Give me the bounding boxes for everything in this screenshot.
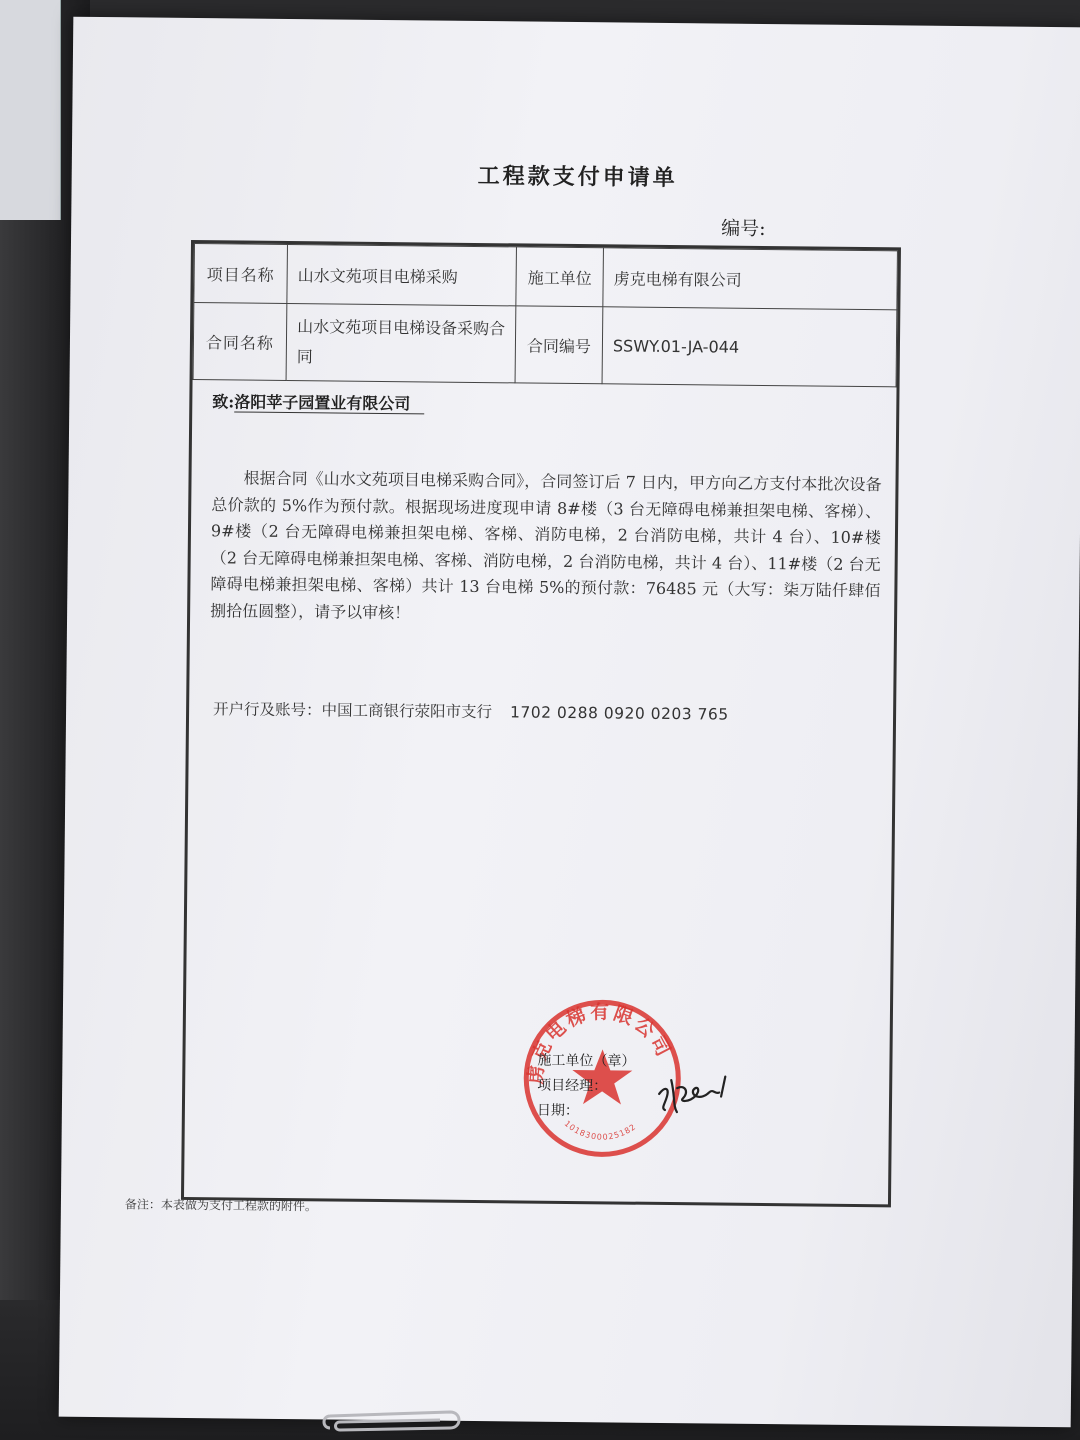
addressee-line	[212, 389, 424, 414]
handwritten-signature-icon	[655, 1066, 746, 1117]
table-row	[194, 244, 898, 310]
form-frame	[181, 240, 901, 1207]
seal-number: 1018300025182	[562, 1118, 638, 1142]
bank-account-line	[213, 697, 729, 724]
contractor-value: 虏克电梯有限公司	[603, 248, 898, 310]
contract-no-value: SSWY.01-JA-044	[602, 307, 897, 387]
underlying-paper	[0, 0, 61, 220]
bank-label: 开户行及账号：中国工商银行荥阳市支行	[213, 700, 493, 722]
table-row	[193, 303, 897, 387]
construction-unit-label: 施工单位（章）	[537, 1052, 636, 1070]
footnote: 备注：本表做为支付工程款的附件。	[124, 1197, 318, 1214]
contract-name-value: 山水文苑项目电梯设备采购合同	[286, 303, 516, 382]
project-manager-label: 项目经理：	[537, 1077, 608, 1095]
serial-number-label: 编号:	[721, 217, 766, 240]
paper-clip-icon	[320, 1398, 470, 1438]
addressee-name: 洛阳苹子园置业有限公司	[234, 392, 424, 414]
seal-text: 虏克电梯有限公司	[524, 1001, 676, 1085]
project-name-value: 山水文苑项目电梯采购	[287, 244, 517, 305]
signature-block	[537, 1049, 636, 1125]
bank-account-number: 1702 0288 0920 0203 765	[510, 703, 729, 724]
request-body: 根据合同《山水文苑项目电梯采购合同》，合同签订后 7 日内，甲方向乙方支付本批次设备总价款的 5%作为预付款。根据现场进度现申请 8#楼（3 台无障碍电梯兼担架电梯、客梯）、9#楼（2 台无障碍电梯兼担架电梯、客梯、消防电梯，2 台消防电梯，共计 4 台）、10#楼（2 台无障碍电梯兼担架电梯、客梯、消防电梯，2 台消防电梯，共计 4 台）、11#楼（2 台无障碍电梯兼担架电梯、客梯）共计 13 台电梯 5%的预付款：76485 元（大写：柒万陆仟肆佰捌拾伍圆整），请予以审核！	[210, 468, 882, 622]
date-label: 日期：	[536, 1102, 580, 1120]
contract-name-label: 合同名称	[193, 303, 287, 381]
info-table	[193, 243, 898, 387]
document-title: 工程款支付申请单	[477, 162, 678, 192]
addressee-prefix: 致:	[212, 392, 235, 412]
project-name-label: 项目名称	[194, 244, 288, 304]
document-page	[59, 17, 1080, 1428]
contractor-label: 施工单位	[516, 247, 604, 307]
contract-no-label: 合同编号	[515, 306, 603, 384]
